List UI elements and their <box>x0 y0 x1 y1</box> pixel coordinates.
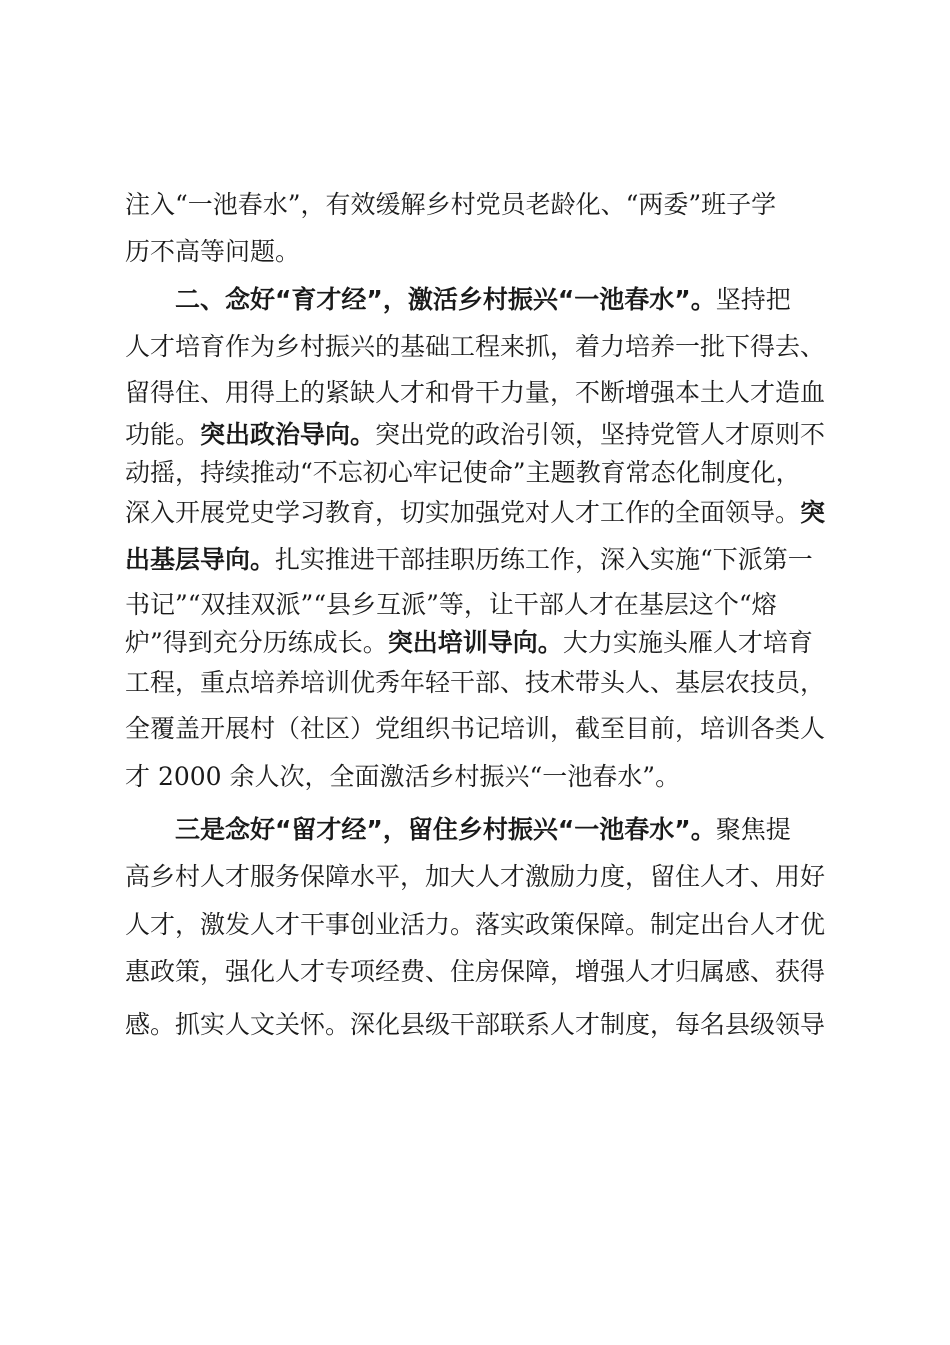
text-run: 书记”“双挂双派”“县乡互派”等，让干部人才在基层这个“熔 <box>125 590 777 619</box>
text-run: 功能。 <box>125 420 201 449</box>
text-run: 留得住、用得上的紧缺人才和骨干力量，不断增强本土人才造血 <box>125 378 826 407</box>
heading-run: 突出政治导向。 <box>200 420 376 449</box>
text-line <box>125 378 835 408</box>
text-run: 注入“一池春水”，有效缓解乡村党员老龄化、“两委”班子学 <box>125 190 777 219</box>
text-run: 惠政策，强化人才专项经费、住房保障，增强人才归属感、获得 <box>125 957 826 986</box>
text-run: 动摇，持续推动“不忘初心牢记使命”主题教育常态化制度化， <box>125 458 801 487</box>
text-line <box>125 910 835 940</box>
heading-run: 三是念好“留才经”，留住乡村振兴“一池春水”。 <box>175 815 716 844</box>
text-line <box>125 237 835 267</box>
text-run: 突出党的政治引领，坚持党管人才原则不 <box>375 420 826 449</box>
text-line <box>125 332 835 362</box>
text-line <box>125 762 835 792</box>
text-line <box>125 714 835 744</box>
text-line <box>125 190 835 220</box>
text-line <box>125 545 835 575</box>
text-run: 全覆盖开展村（社区）党组织书记培训，截至目前，培训各类人 <box>125 714 826 743</box>
text-run: 才 2000 余人次，全面激活乡村振兴“一池春水”。 <box>125 762 681 791</box>
text-line <box>125 957 835 987</box>
text-line <box>125 862 835 892</box>
heading-run: 出基层导向。 <box>125 545 276 574</box>
text-run: 高乡村人才服务保障水平，加大人才激励力度，留住人才、用好 <box>125 862 826 891</box>
text-run: 坚持把 <box>715 285 791 314</box>
text-line <box>125 498 835 528</box>
text-line <box>125 668 835 698</box>
paragraph-heading-line <box>175 815 835 845</box>
text-line <box>125 420 835 450</box>
heading-run: 二、念好“育才经”，激活乡村振兴“一池春水”。 <box>175 285 716 314</box>
text-run: 聚焦提 <box>715 815 791 844</box>
text-run: 炉”得到充分历练成长。 <box>125 628 388 657</box>
text-run: 历不高等问题。 <box>125 237 301 266</box>
text-line <box>125 1010 835 1040</box>
text-run: 工程，重点培养培训优秀年轻干部、技术带头人、基层农技员， <box>125 668 826 697</box>
heading-run: 突出培训导向。 <box>387 628 563 657</box>
paragraph-heading-line <box>175 285 835 315</box>
text-line <box>125 590 835 620</box>
text-run: 深入开展党史学习教育，切实加强党对人才工作的全面领导。 <box>125 498 801 527</box>
text-run: 扎实推进干部挂职历练工作，深入实施“下派第一 <box>275 545 813 574</box>
text-line <box>125 628 835 658</box>
text-line <box>125 458 835 488</box>
heading-run: 突 <box>800 498 826 527</box>
text-run: 人才培育作为乡村振兴的基础工程来抓，着力培养一批下得去、 <box>125 332 826 361</box>
text-run: 大力实施头雁人才培育 <box>562 628 813 657</box>
text-run: 感。抓实人文关怀。深化县级干部联系人才制度，每名县级领导 <box>125 1010 826 1039</box>
text-run: 人才，激发人才干事创业活力。落实政策保障。制定出台人才优 <box>125 910 826 939</box>
